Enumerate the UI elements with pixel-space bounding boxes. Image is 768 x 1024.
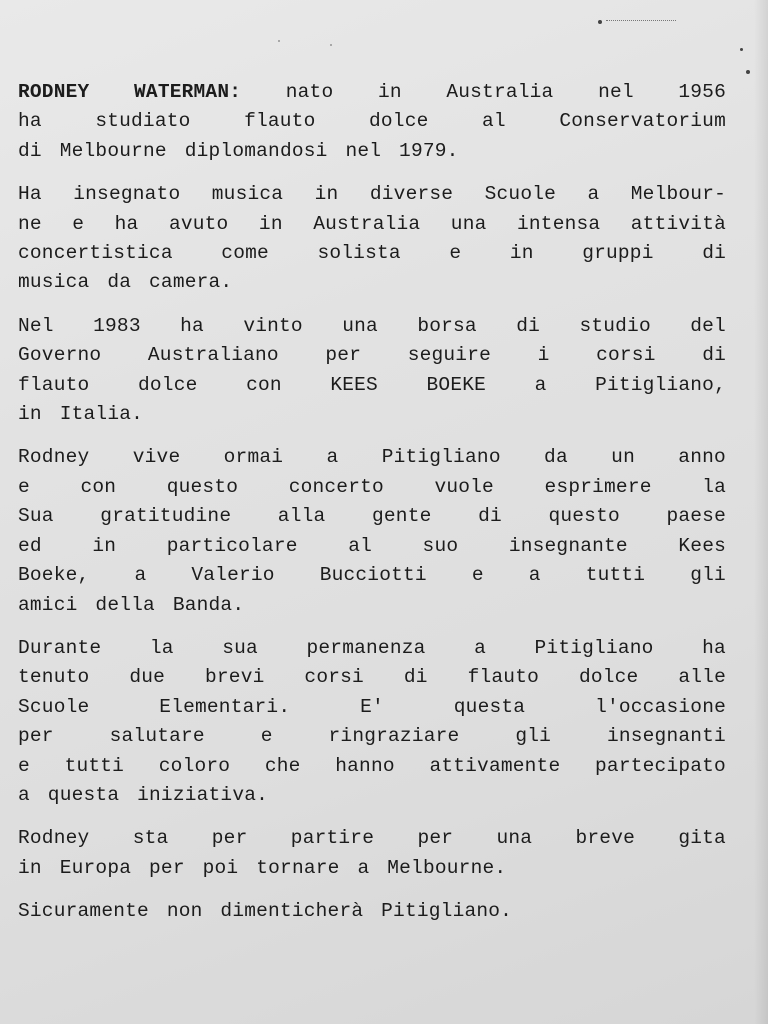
word: concerto	[288, 475, 384, 498]
word: sua	[222, 636, 258, 659]
word: a	[534, 373, 547, 396]
word: dolce	[137, 373, 198, 396]
ink-speck	[278, 40, 280, 42]
word: per	[211, 827, 248, 850]
paragraph	[18, 443, 726, 619]
word: suo	[422, 534, 459, 557]
word: ha	[180, 314, 204, 337]
word: ha	[18, 110, 42, 133]
paragraph	[18, 78, 726, 166]
word: per	[325, 344, 362, 367]
word: e	[471, 564, 484, 587]
word: gruppi	[582, 242, 654, 265]
word: questa	[453, 695, 526, 718]
word: intensa	[516, 212, 601, 235]
word: Rodney	[18, 827, 90, 850]
word: vive	[132, 446, 181, 469]
word: partecipato	[595, 754, 726, 777]
word: un	[611, 446, 635, 469]
word: hanno	[335, 754, 395, 777]
ink-speck	[746, 70, 750, 74]
word: seguire	[407, 344, 492, 367]
word: ha	[114, 212, 139, 235]
word: Scuole	[484, 183, 557, 206]
word: due	[129, 666, 166, 689]
word: in	[92, 534, 117, 557]
word: musica da camera.	[18, 271, 233, 294]
word: breve	[575, 827, 636, 850]
word: insegnato	[73, 183, 181, 206]
text-line	[18, 663, 726, 692]
word: Governo	[18, 344, 102, 367]
word: ringraziare	[328, 725, 460, 748]
word: corsi	[304, 666, 364, 689]
word: nel	[598, 81, 634, 103]
text-line	[18, 400, 726, 429]
word: permanenza	[306, 636, 426, 659]
word: vuole	[434, 475, 494, 498]
text-line	[18, 561, 726, 590]
text-line	[18, 473, 726, 502]
word: alla	[277, 505, 326, 528]
word: in	[377, 81, 402, 103]
word: a	[587, 183, 600, 206]
text-line	[18, 634, 726, 663]
word: esprimere	[544, 475, 652, 498]
word: Rodney	[18, 446, 90, 469]
word: con	[246, 373, 282, 396]
word: a	[528, 564, 541, 587]
word: gratitudine	[100, 505, 232, 528]
word: particolare	[166, 534, 298, 557]
word: Bucciotti	[319, 564, 427, 587]
text-line	[18, 107, 726, 136]
word: una	[342, 314, 378, 337]
word: di	[516, 314, 541, 337]
word: Australia	[313, 212, 421, 235]
word: di	[702, 242, 726, 265]
text-line	[18, 268, 726, 297]
word: vinto	[243, 314, 303, 337]
word: Melbour-	[630, 183, 726, 206]
text-line	[18, 180, 726, 209]
word: Pitigliano	[381, 446, 501, 469]
word: KEES	[330, 373, 378, 396]
word: ed	[18, 534, 42, 557]
word: in Italia.	[18, 403, 144, 426]
ink-speck	[740, 48, 743, 51]
word: Pitigliano,	[595, 373, 726, 396]
word: partire	[290, 827, 375, 850]
word: in	[258, 212, 283, 235]
word: tutti	[585, 564, 646, 587]
word: che	[264, 754, 301, 777]
word: ormai	[223, 446, 284, 469]
word: di Melbourne diplomandosi nel 1979.	[18, 139, 459, 162]
word: ne	[18, 212, 42, 235]
paragraph	[18, 897, 726, 926]
word: paese	[666, 505, 726, 528]
word: borsa	[417, 314, 477, 337]
word: Australia	[446, 81, 554, 103]
word: diverse	[369, 183, 454, 206]
word: a	[474, 636, 486, 659]
word: al	[348, 534, 372, 557]
text-line	[18, 137, 726, 166]
ink-speck	[330, 44, 332, 46]
text-line	[18, 443, 726, 472]
word: da	[544, 446, 568, 469]
word: e	[18, 754, 30, 777]
word: coloro	[158, 754, 231, 777]
word: 1983	[93, 314, 141, 337]
word: WATERMAN:	[134, 81, 242, 103]
word: salutare	[109, 725, 205, 748]
word: a	[134, 564, 147, 587]
text-line	[18, 781, 726, 810]
word: in	[509, 242, 534, 265]
word: gli	[515, 725, 552, 748]
word: alle	[678, 666, 726, 689]
faint-dotted-mark	[606, 20, 676, 22]
word: Kees	[678, 534, 726, 557]
text-line	[18, 532, 726, 561]
paragraph	[18, 824, 726, 883]
word: Boeke,	[18, 564, 90, 587]
paragraph	[18, 312, 726, 430]
word: al	[482, 110, 506, 133]
word: questo	[166, 475, 239, 498]
word: di	[403, 666, 428, 689]
word: insegnante	[508, 534, 628, 557]
text-line	[18, 239, 726, 268]
word: come	[221, 242, 269, 265]
word: insegnanti	[606, 725, 726, 748]
word: E'	[360, 695, 384, 718]
text-line	[18, 341, 726, 370]
word: Sua	[18, 505, 54, 528]
ink-speck	[598, 20, 602, 24]
word: e	[260, 725, 273, 748]
word: gente	[371, 505, 432, 528]
word: con	[80, 475, 117, 498]
word: anno	[678, 446, 726, 469]
word: Nel	[18, 314, 54, 337]
word: nato	[285, 81, 334, 103]
text-line	[18, 824, 726, 853]
word: studiato	[95, 110, 191, 133]
text-line	[18, 210, 726, 239]
word: flauto	[18, 373, 90, 396]
word: tenuto	[18, 666, 90, 689]
text-line	[18, 897, 726, 926]
text-line	[18, 78, 726, 107]
word: in	[314, 183, 339, 206]
text-line	[18, 591, 726, 620]
word: brevi	[204, 666, 265, 689]
word: di	[478, 505, 502, 528]
word: solista	[317, 242, 401, 265]
word: dolce	[369, 110, 429, 133]
word: e	[18, 475, 30, 498]
word: ha	[702, 636, 726, 659]
word: una	[496, 827, 533, 850]
word: di	[702, 344, 726, 367]
word: corsi	[596, 344, 656, 367]
text-line	[18, 752, 726, 781]
word: per	[417, 827, 454, 850]
word: tutti	[64, 754, 125, 777]
word: gita	[678, 827, 726, 850]
text-line	[18, 722, 726, 751]
word: dolce	[578, 666, 639, 689]
word: Ha	[18, 183, 42, 206]
word: i	[537, 344, 550, 367]
word: Elementari.	[159, 695, 291, 718]
paragraph	[18, 634, 726, 810]
text-line	[18, 371, 726, 400]
word: BOEKE	[426, 373, 487, 396]
word: a	[326, 446, 339, 469]
word: Pitigliano	[534, 636, 654, 659]
word: sta	[132, 827, 169, 850]
word: questo	[548, 505, 620, 528]
word: attività	[630, 212, 726, 235]
word: e	[72, 212, 85, 235]
word: studio	[579, 314, 651, 337]
text-line	[18, 693, 726, 722]
word: 1956	[678, 81, 726, 103]
word: la	[149, 636, 174, 659]
word: flauto	[467, 666, 540, 689]
text-line	[18, 502, 726, 531]
word: Scuole	[18, 695, 90, 718]
paper-shadow-edge	[754, 0, 768, 1024]
word: attivamente	[429, 754, 561, 777]
word: Valerio	[191, 564, 275, 587]
word: Durante	[18, 636, 102, 659]
typed-document	[18, 78, 726, 941]
word: una	[450, 212, 487, 235]
text-line	[18, 312, 726, 341]
word: concertistica	[18, 242, 173, 265]
word: avuto	[168, 212, 229, 235]
word: per	[18, 725, 54, 748]
word: RODNEY	[18, 81, 90, 103]
word: Conservatorium	[559, 110, 726, 133]
word: e	[449, 242, 462, 265]
word: Australiano	[147, 344, 279, 367]
word: del	[690, 314, 726, 337]
word: gli	[690, 564, 726, 587]
word: musica	[211, 183, 284, 206]
text-line	[18, 854, 726, 883]
word: l'occasione	[595, 695, 726, 718]
paragraph	[18, 180, 726, 298]
word: la	[702, 475, 726, 498]
word: Sicuramente non dimenticherà Pitigliano.	[18, 900, 513, 923]
word: amici della Banda.	[18, 593, 245, 616]
word: in Europa per poi tornare a Melbourne.	[18, 856, 507, 879]
word: a questa iniziativa.	[18, 783, 269, 806]
word: flauto	[244, 110, 316, 133]
